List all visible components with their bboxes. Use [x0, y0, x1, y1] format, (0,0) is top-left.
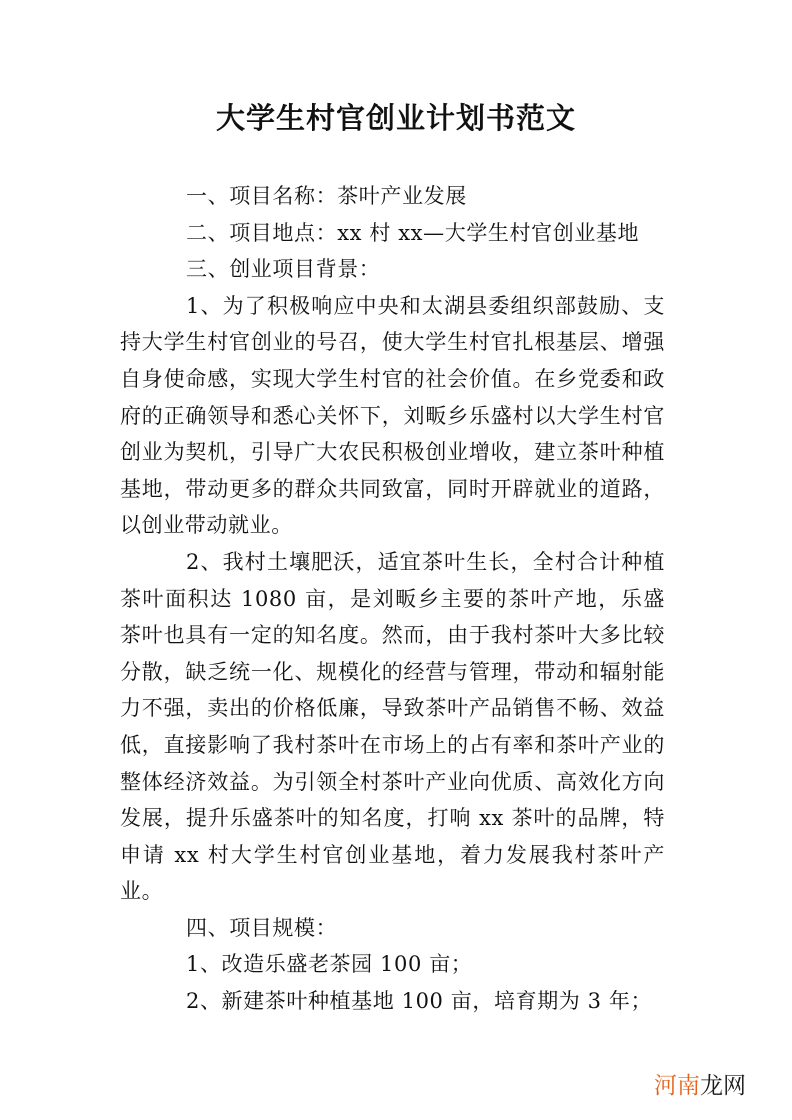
- watermark-part-1: 河南: [654, 1073, 700, 1099]
- site-watermark: [654, 1071, 746, 1101]
- scale-item-1: 1、改造乐盛老茶园 100 亩；: [186, 952, 473, 977]
- document-title: 大学生村官创业计划书范文: [215, 101, 576, 135]
- watermark-part-2: 龙网: [700, 1073, 746, 1099]
- section-scale-heading: 四、项目规模：: [186, 915, 338, 940]
- section-project-name: 一、项目名称：茶叶产业发展: [186, 184, 467, 208]
- section-project-location: 二、项目地点：xx 村 xx—大学生村官创业基地: [186, 220, 640, 245]
- scale-item-2: 2、新建茶叶种植基地 100 亩，培育期为 3 年；: [186, 989, 653, 1014]
- background-paragraph-1: 1、为了积极响应中央和太湖县委组织部鼓励、支持大学生村官创业的号召，使大学生村官扎根基层、增强自身使命感，实现大学生村官的社会价值。在乡党委和政府的正确领导和悉心关怀下，刘畈乡乐盛村以大学生村官创业为契机，引导广大农民积极创业增收，建立茶叶种植基地，带动更多的群众共同致富，同时开辟就业的道路，以创业带动就业。: [120, 293, 665, 538]
- background-paragraph-2: 2、我村土壤肥沃，适宜茶叶生长，全村合计种植茶叶面积达 1080 亩，是刘畈乡主要的茶叶产地，乐盛茶叶也具有一定的知名度。然而，由于我村茶叶大多比较分散，缺乏统一化、规模化的经营与管理，带动和辐射能力不强，卖出的价格低廉，导致茶叶产品销售不畅、效益低，直接影响了我村茶叶在市场上的占有率和茶叶产业的整体经济效益。为引领全村茶叶产业向优质、高效化方向发展，提升乐盛茶叶的知名度，打响 xx 茶叶的品牌，特申请 xx 村大学生村官创业基地，着力发展我村茶叶产业。: [120, 549, 665, 904]
- section-background-heading: 三、创业项目背景：: [186, 257, 381, 282]
- document-body: [120, 178, 665, 1020]
